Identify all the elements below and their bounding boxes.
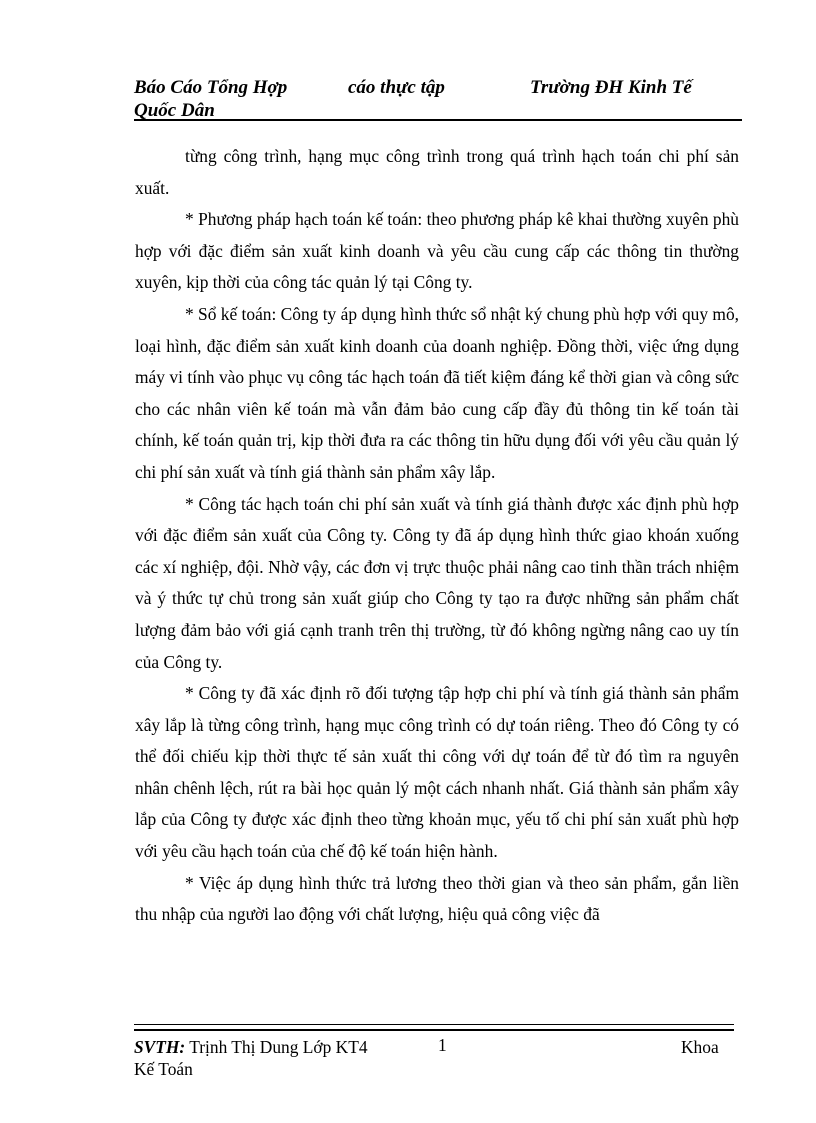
footer-divider-thin: [134, 1024, 734, 1025]
header-university-cont: Quốc Dân: [134, 100, 215, 121]
document-body: [135, 141, 739, 931]
header-divider: [134, 119, 742, 121]
footer-svth-text: Trịnh Thị Dung Lớp KT4: [185, 1037, 368, 1057]
paragraph-4: * Công tác hạch toán chi phí sản xuất và tính giá thành được xác định phù hợp với đặc điểm sản xuất của Công ty. Công ty đã áp dụng hình thức giao khoán xuống các xí nghiệp, đội. Nhờ vậy, các đơn vị trực thuộc phải nâng cao tinh thần trách nhiệm và ý thức tự chủ trong sản xuất giúp cho Công ty tạo ra được những sản phẩm chất lượng đảm bảo với giá cạnh tranh trên thị trường, từ đó không ngừng nâng cao uy tín của Công ty.: [135, 493, 739, 672]
header-university: Trường ĐH Kinh Tế: [530, 77, 692, 98]
footer-svth-label: SVTH:: [134, 1037, 186, 1057]
page-number: 1: [438, 1035, 447, 1055]
footer-faculty: Khoa: [681, 1037, 719, 1057]
paragraph-2: * Phương pháp hạch toán kế toán: theo phương pháp kê khai thường xuyên phù hợp với đặc điểm sản xuất kinh doanh và yêu cầu cung cấp các thông tin thường xuyên, kịp thời của công tác quản lý tại Công ty.: [135, 209, 739, 293]
paragraph-6: * Việc áp dụng hình thức trả lương theo thời gian và theo sản phẩm, gắn liền thu nhập của người lao động với chất lượng, hiệu quả công việc đã: [135, 872, 739, 925]
footer-student: [134, 1036, 368, 1058]
footer-faculty-cont: Kế Toán: [134, 1059, 193, 1079]
paragraph-1: từng công trình, hạng mục công trình trong quá trình hạch toán chi phí sản xuất.: [135, 146, 739, 198]
footer-divider-thick: [134, 1029, 734, 1031]
paragraph-3: * Sổ kế toán: Công ty áp dụng hình thức sổ nhật ký chung phù hợp với quy mô, loại hình, đặc điểm sản xuất kinh doanh của doanh nghiệp. Đồng thời, việc ứng dụng máy vi tính vào phục vụ công tác hạch toán đã tiết kiệm đáng kể thời gian và công sức cho các nhân viên kế toán mà vẫn đảm bảo cung cấp đầy đủ thông tin kế toán tài chính, kế toán quản trị, kịp thời đưa ra các thông tin hữu dụng đối với yêu cầu quản lý chi phí sản xuất và tính giá thành sản phẩm xây lắp.: [135, 303, 739, 482]
paragraph-5: * Công ty đã xác định rõ đối tượng tập hợp chi phí và tính giá thành sản phẩm xây lắp là từng công trình, hạng mục công trình có dự toán riêng. Theo đó Công ty có thể đối chiếu kịp thời thực tế sản xuất thi công với dự toán để từ đó tìm ra nguyên nhân chênh lệch, rút ra bài học quản lý một cách nhanh nhất. Giá thành sản phẩm xây lắp của Công ty được xác định theo từng khoản mục, yếu tố chi phí sản xuất phù hợp với yêu cầu hạch toán của chế độ kế toán hiện hành.: [135, 683, 739, 862]
header-report-title: Báo Cáo Tổng Hợp: [134, 77, 288, 98]
header-report-subtitle: cáo thực tập: [348, 77, 445, 98]
